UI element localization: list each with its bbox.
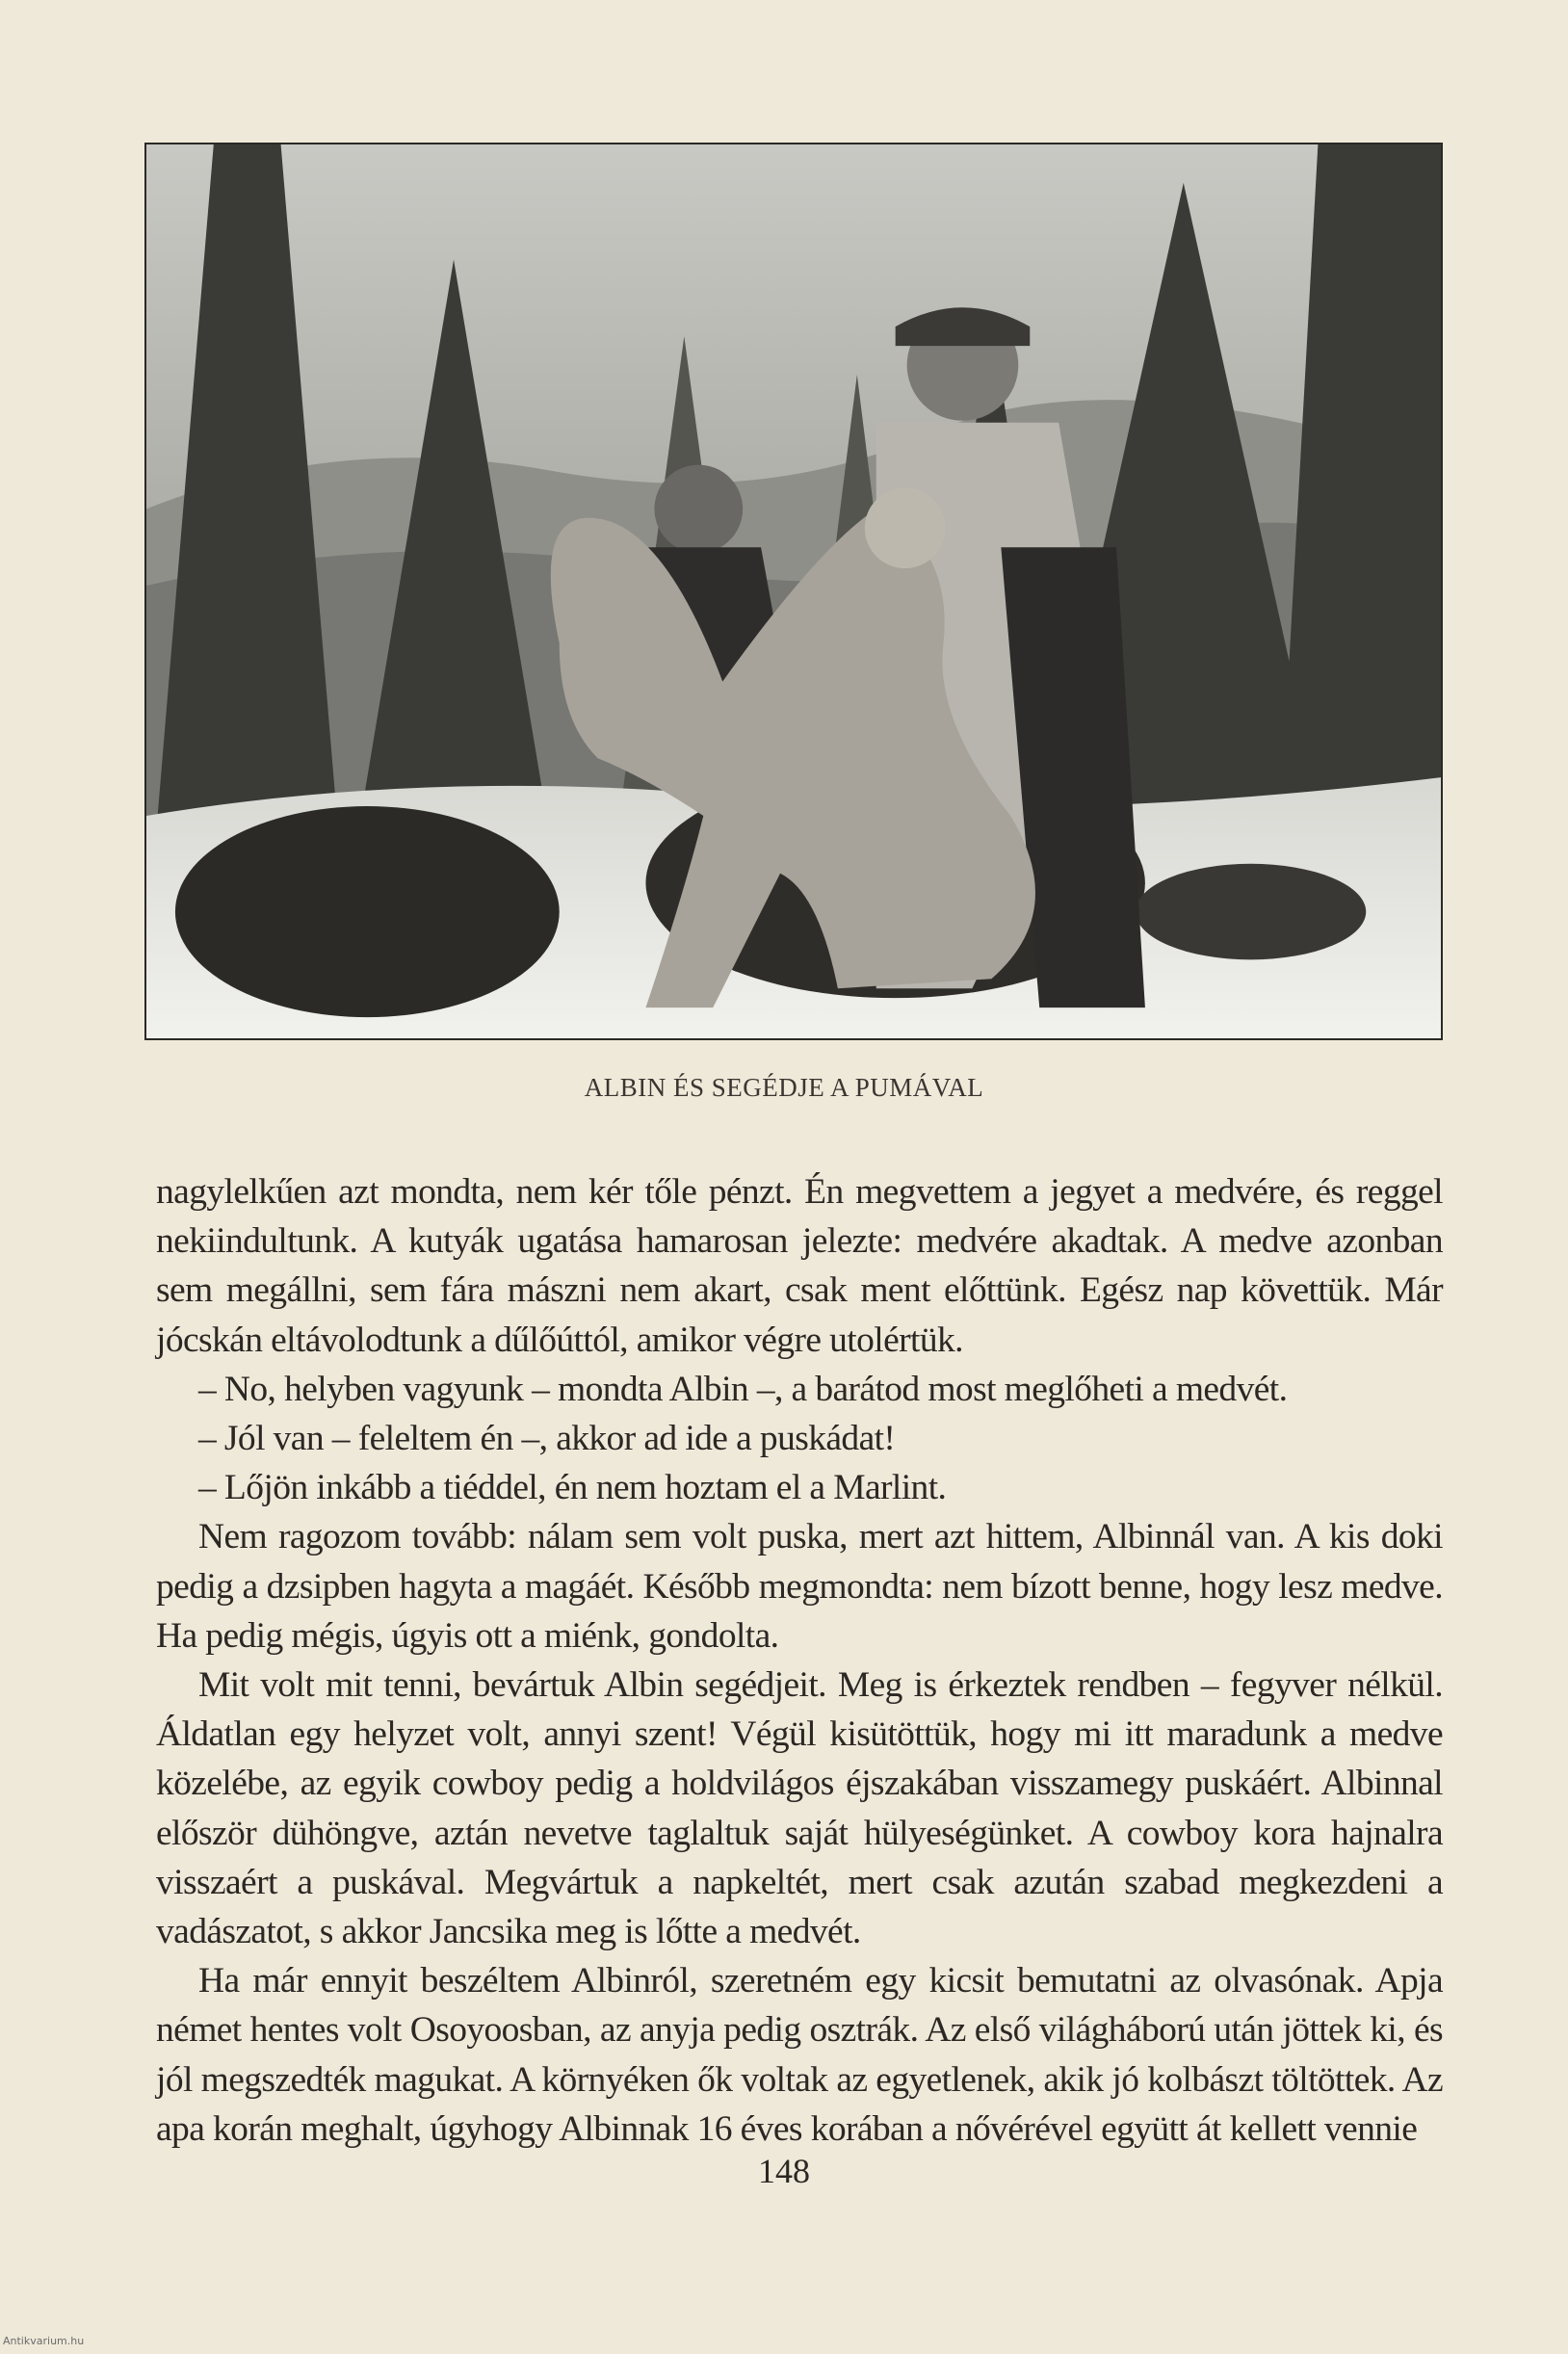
photo-caption: ALBIN ÉS SEGÉDJE A PUMÁVAL [584,1073,984,1102]
paragraph-4: – Lőjön inkább a tiéddel, én nem hoztam el a Marlint. [198,1468,947,1508]
paragraph-7: Ha már ennyit beszéltem Albinról, szeretném egy kicsit bemutatni az olvasónak. Apja német hentes volt Osoyoosban, az anyja pedig osztrák. Az első világháború után jöttek ki, és jól megszedték magukat. A környéken ők voltak az egyetlenek, akik jó kolbászt töltöttek. Az apa korán meghalt, úgyhogy Albinnak 16 éves korában a nővérével együtt át kellett vennie [156,1961,1443,2149]
photo-illustration [146,144,1441,1038]
paragraph-5: Nem ragozom tovább: nálam sem volt puska, mert azt hittem, Albinnál van. A kis doki pedig a dzsipben hagyta a magáét. Később megmondta: nem bízott benne, hogy lesz medve. Ha pedig mégis, úgyis ott a miénk, gondolta. [156,1517,1443,1656]
paragraph-6: Mit volt mit tenni, bevártuk Albin segédjeit. Meg is érkeztek rendben – fegyver nélkül. Áldatlan egy helyzet volt, annyi szent! Végül kisütöttük, hogy mi itt maradunk a medve közelébe, az egyik cowboy pedig a holdvilágos éjszakában visszamegy puskáért. Albinnal először dühöngve, aztán nevetve taglaltuk saját hülyeségünket. A cowboy kora hajnalra visszaért a puskával. Megvártuk a napkeltét, mert csak azután szabad megkezdeni a vadászatot, s akkor Jancsika meg is lőtte a medvét. [156,1665,1443,1952]
paragraph-3: – Jól van – feleltem én –, akkor ad ide a puskádat! [198,1419,896,1459]
body-text [156,1167,1443,2154]
page-number: 148 [758,2152,810,2190]
photo-hunters-with-puma [144,143,1443,1040]
watermark: Antikvarium.hu [3,2335,85,2347]
paragraph-1: nagylelkűen azt mondta, nem kér tőle pénzt. Én megvettem a jegyet a medvére, és reggel nekiindultunk. A kutyák ugatása hamarosan jelezte: medvére akadtak. A medve azonban sem megállni, sem fára mászni nem akart, csak ment előttünk. Egész nap követtük. Már jócskán eltávolodtunk a dűlőúttól, amikor végre utolértük. [156,1172,1443,1360]
paragraph-2: – No, helyben vagyunk – mondta Albin –, a barátod most meglőheti a medvét. [198,1369,1288,1409]
